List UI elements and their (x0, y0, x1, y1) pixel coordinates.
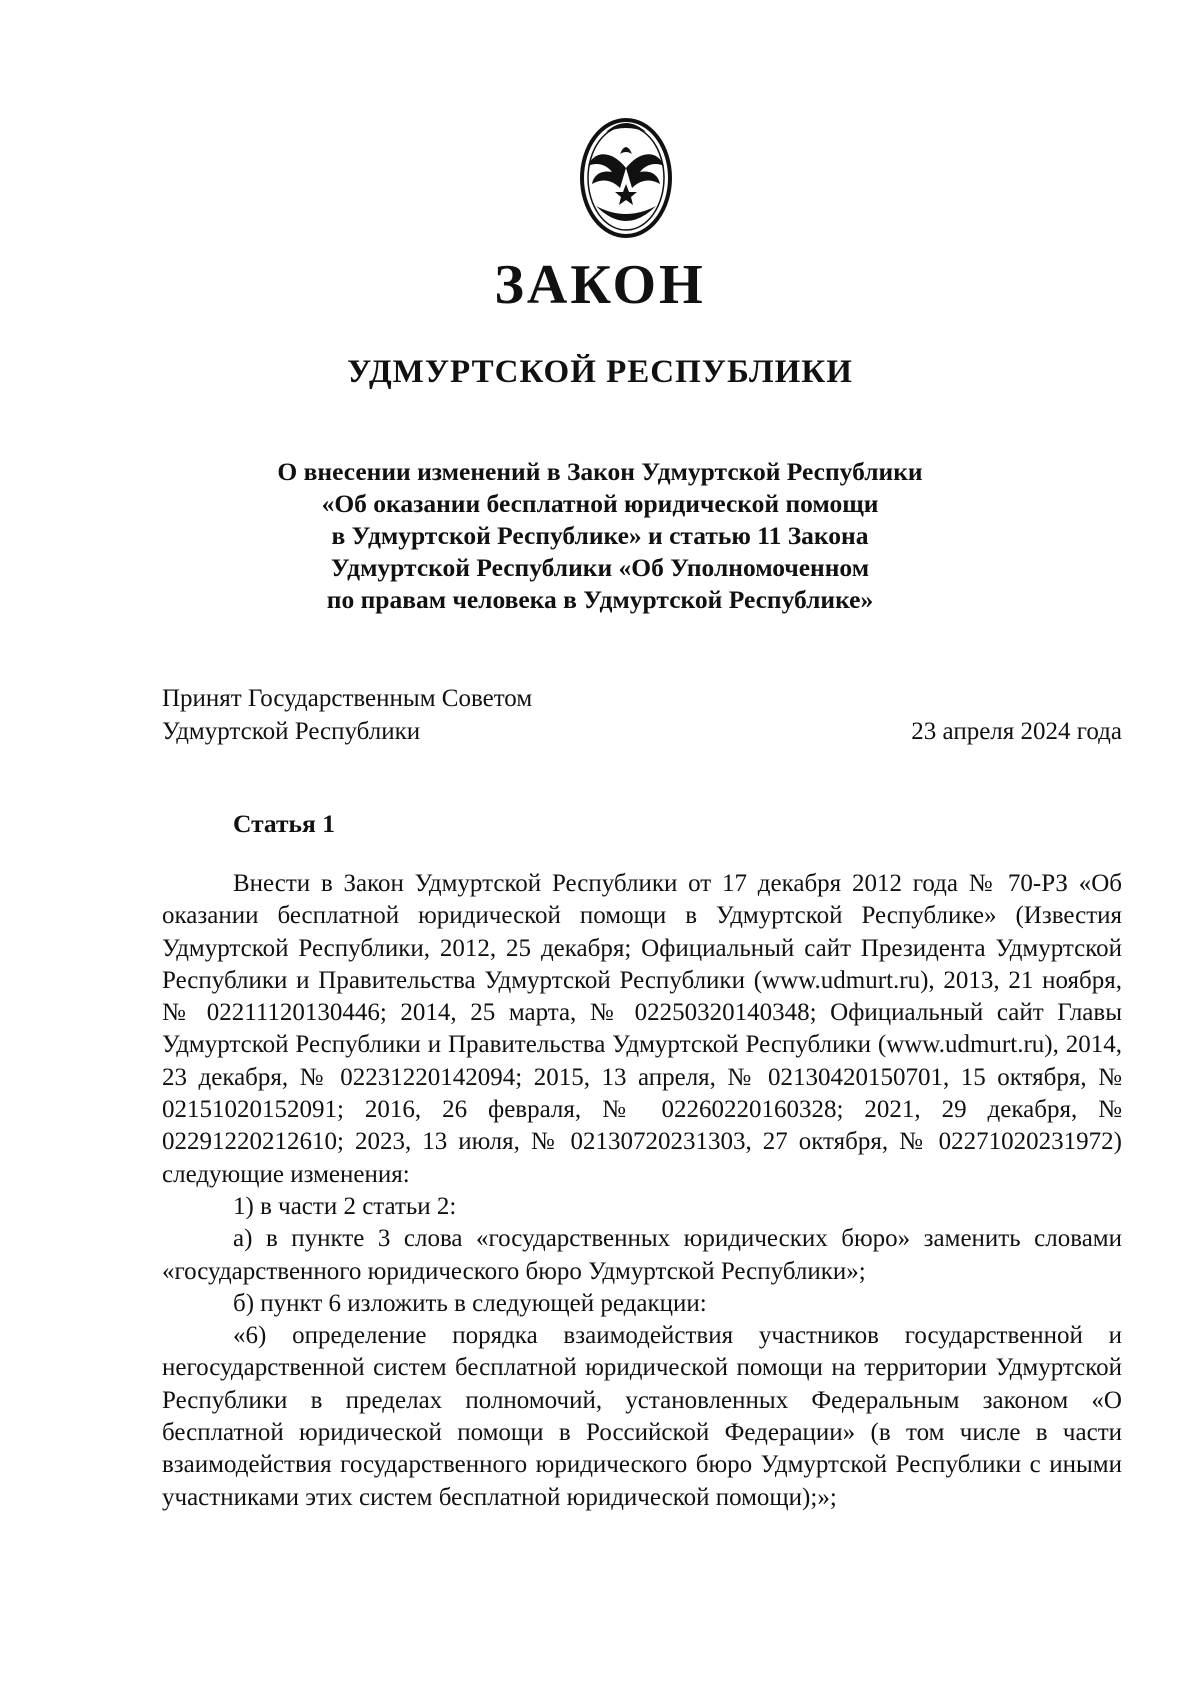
adoption-date: 23 апреля 2024 года (911, 718, 1122, 745)
article-paragraph: б) пункт 6 изложить в следующей редакции: (233, 1289, 707, 1317)
article-paragraph: а) в пункте 3 слова «государственных юридических бюро» заменить словами «государственного юридического бюро Удмуртской Республики»; (162, 1225, 1122, 1285)
adoption-line: Принят Государственным Советом (162, 685, 533, 712)
document-subtitle: УДМУРТСКОЙ РЕСПУБЛИКИ (347, 354, 853, 390)
law-heading-line: «Об оказании бесплатной юридической помощи (321, 489, 879, 518)
law-heading-line: Удмуртской Республики «Об Уполномоченном (330, 553, 870, 582)
article-paragraph: Внести в Закон Удмуртской Республики от 17 декабря 2012 года № 70-РЗ «Об оказании бесплатной юридической помощи в Удмуртской Республике» (Известия Удмуртской Республики, 2012, 25 декабря; Официальный сайт Президента Удмуртской Республики и Правительства Удмуртской Республики (www.udmurt.ru), 2013, 21 ноября, № 02211120130446; 2014, 25 марта, № 02250320140348; Официальный сайт Главы Удмуртской Республики и Правительства Удмуртской Республики (www.udmurt.ru), 2014, 23 декабря, № 02231220142094; 2015, 13 апреля, № 02130420150701, 15 октября, № 02151020152091; 2016, 26 февраля, № 02260220160328; 2021, 29 декабря, № 02291220212610; 2023, 13 июля, № 02130720231303, 27 октября, № 02271020231972) следующие изменения: (162, 870, 1122, 1188)
article-title: Статья 1 (233, 809, 335, 838)
adoption-line: Удмуртской Республики (162, 718, 421, 745)
law-heading (200, 456, 1000, 616)
law-heading-line: по правам человека в Удмуртской Республике» (326, 585, 874, 614)
document-title: ЗАКОН (494, 254, 706, 316)
adoption-statement (162, 682, 532, 748)
article-paragraph: 1) в части 2 статьи 2: (233, 1192, 457, 1220)
article-body (162, 868, 1122, 1514)
law-heading-line: в Удмуртской Республике» и статью 11 Закона (331, 521, 869, 550)
coat-of-arms-emblem-icon (566, 110, 686, 242)
law-heading-line: О внесении изменений в Закон Удмуртской Республики (277, 457, 923, 486)
article-paragraph: «6) определение порядка взаимодействия участников государственной и негосударственной систем бесплатной юридической помощи на территории Удмуртской Республики в пределах полномочий, установленных Федеральным законом «О бесплатной юридической помощи в Российской Федерации» (в том числе в части взаимодействия государственного юридического бюро Удмуртской Республики с иными участниками этих систем бесплатной юридической помощи);»; (162, 1322, 1122, 1511)
